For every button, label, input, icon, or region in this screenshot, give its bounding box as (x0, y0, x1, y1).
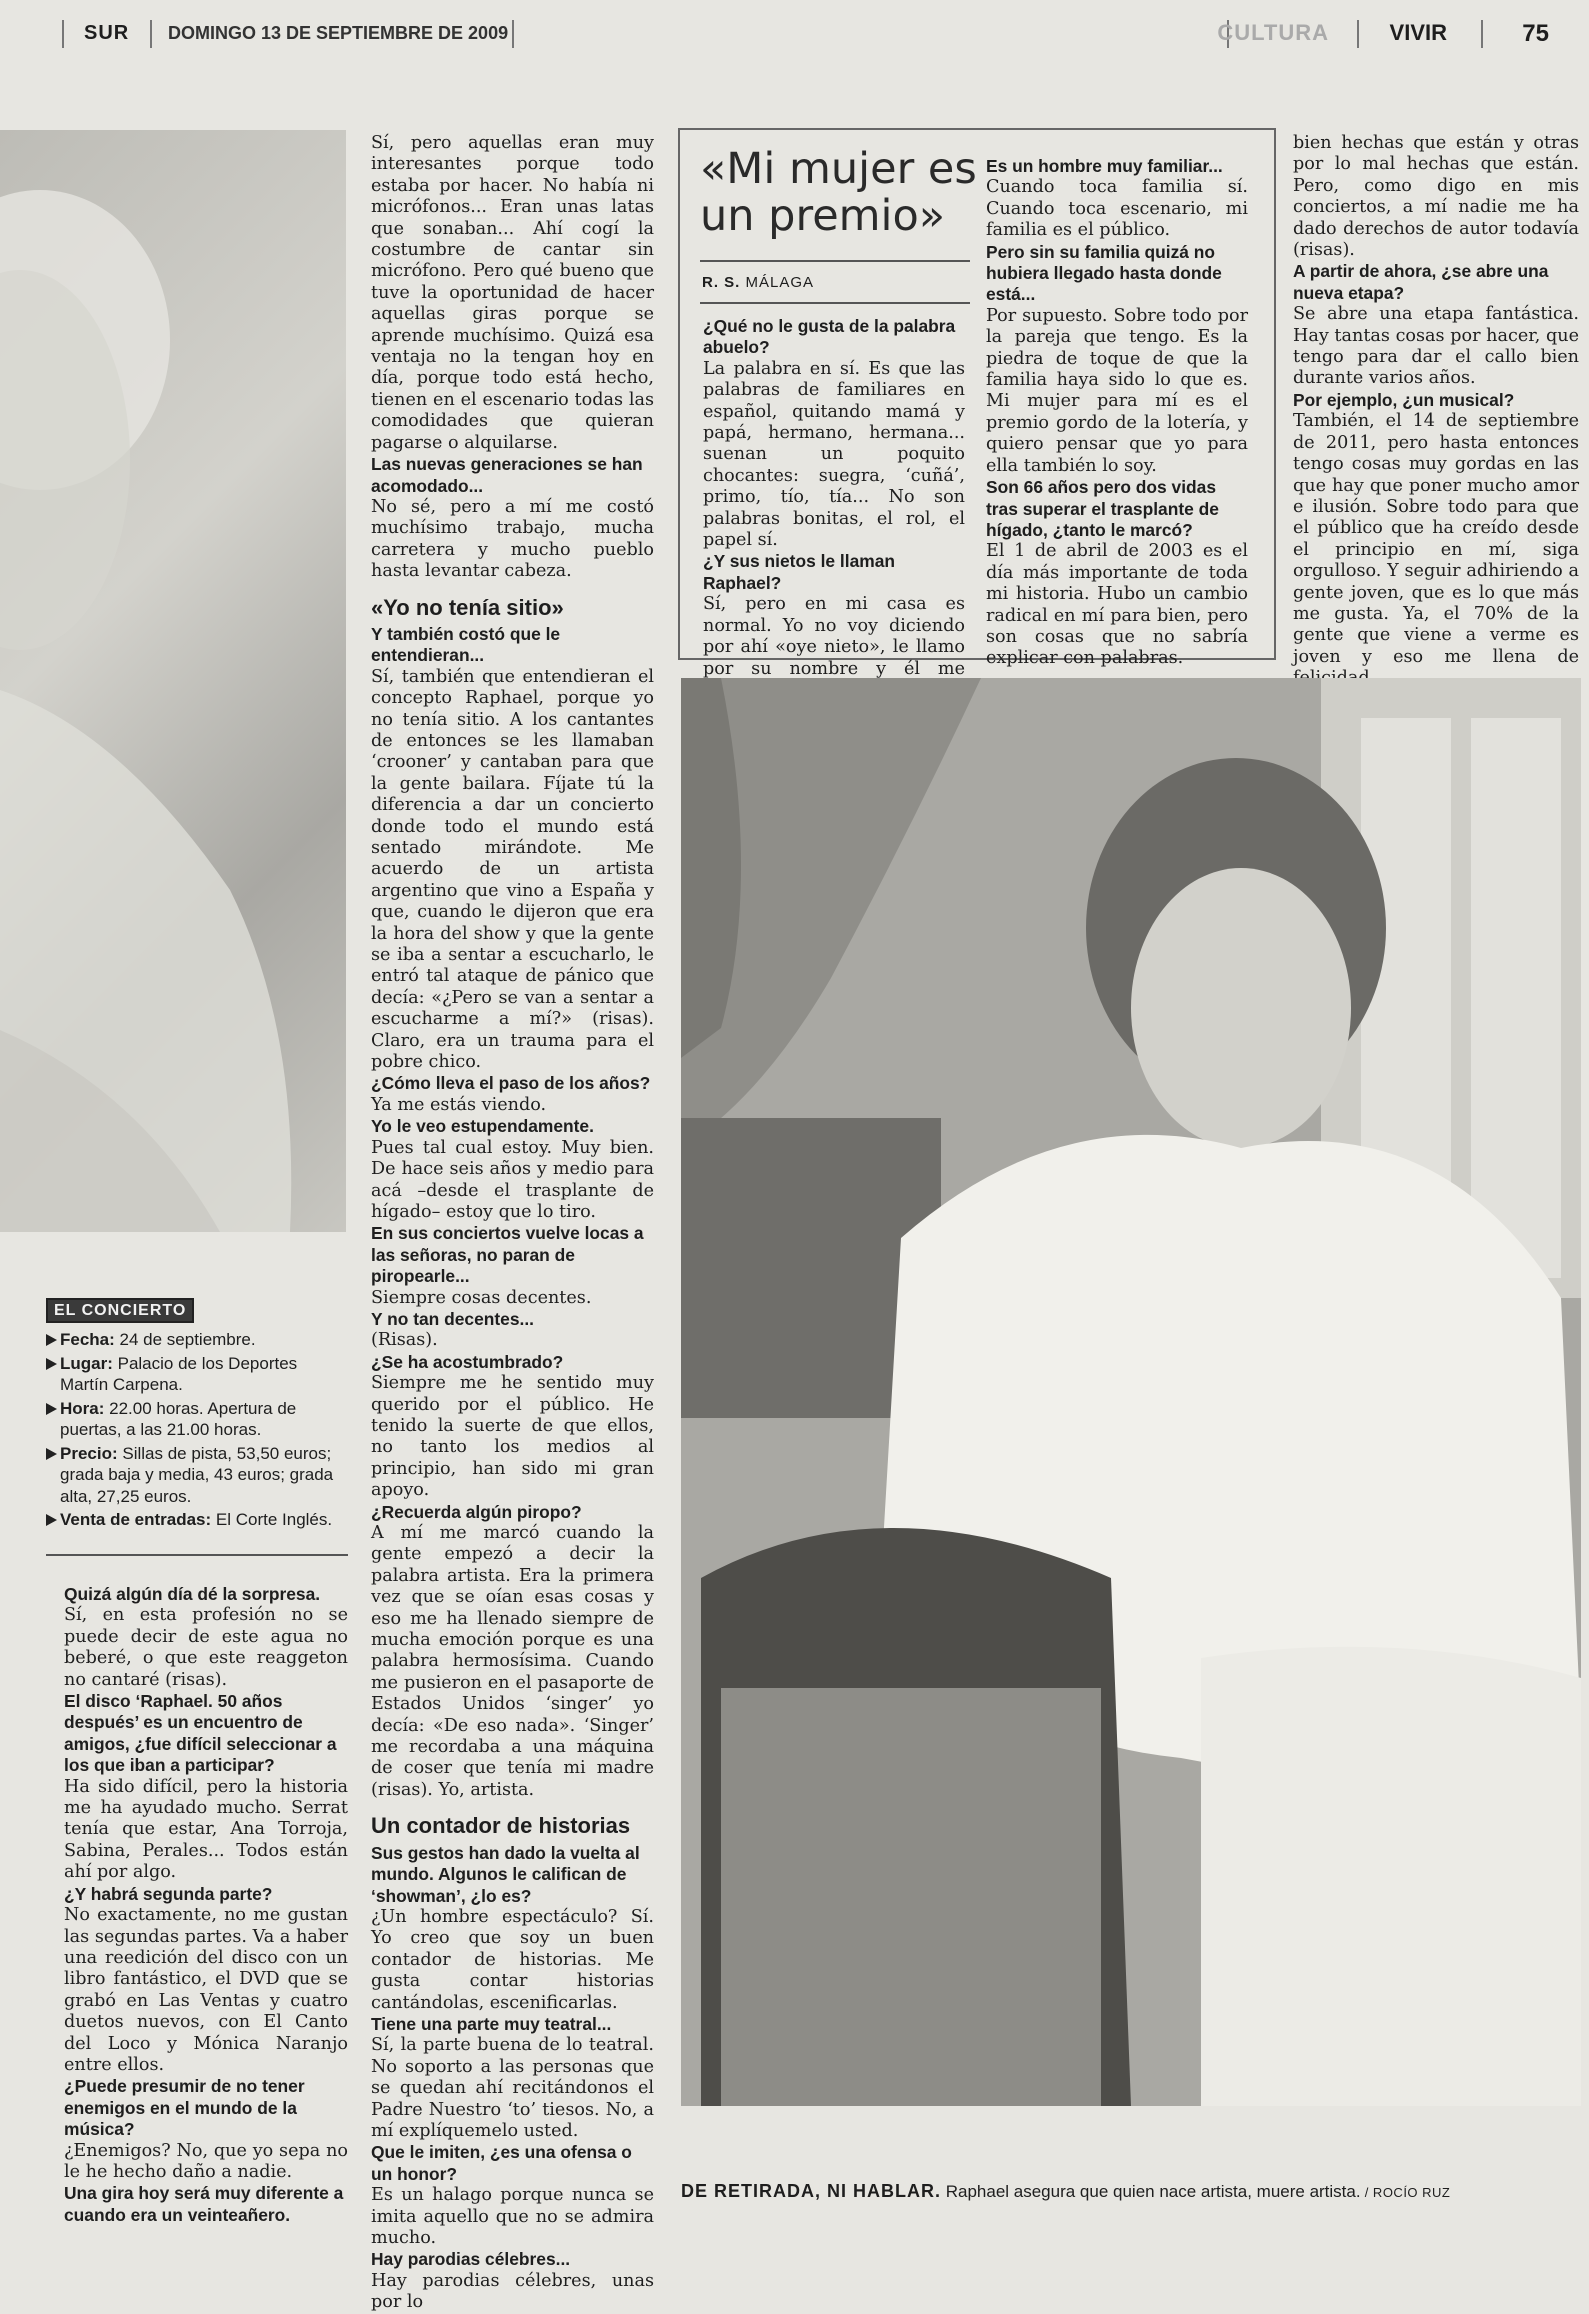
interview-answer: ¿Enemigos? No, que yo sepa no le he hecho daño a nadie. (64, 2140, 348, 2182)
column-2-text (371, 133, 654, 2314)
interview-answer: Sí, en esta profesión no se puede decir de este agua no beberé, o que este reaggeton no cantaré (risas). (64, 1605, 348, 1690)
interview-answer: La palabra en sí. Es que las palabras de familiares en español, quitando mamá y papá, hermano, hermana... suenan un poquito chocantes: suegra, ‘cuñá’, primo, tío, tía... No son palabras bonitas, el rol, el papel sí. (703, 358, 965, 551)
section-subheading: Un contador de historias (371, 1813, 631, 1839)
arrow-bullet-icon (46, 1358, 57, 1370)
interview-answer: ¿Un hombre espectáculo? Sí. Yo creo que soy un buen contador de historias. Me gusta contar historias cantándolas, escenificarlas. (371, 1906, 654, 2013)
concert-info-label: Lugar: (60, 1353, 113, 1373)
newspaper-name: SUR (84, 22, 130, 44)
interview-question: A partir de ahora, ¿se abre una nueva etapa? (1293, 261, 1549, 303)
interview-question: Son 66 años pero dos vidas tras superar el trasplante de hígado, ¿tanto le marcó? (986, 477, 1219, 540)
concert-box-title: EL CONCIERTO (46, 1298, 194, 1323)
arrow-bullet-icon (46, 1448, 57, 1460)
header-divider (1481, 20, 1483, 48)
section-name-vivir: VIVIR (1389, 20, 1447, 45)
interview-answer: Sí, pero aquellas eran muy interesantes porque todo estaba por hacer. No había ni micrófonos... Eran unas latas que sonaban... Ahí cogí la costumbre de cantar sin micrófono. Pero qué bueno que tuve la oportunidad de hacer aquellas giras porque se aprende muchísimo. Quizá esa ventaja no la tengan hoy en día, porque todo está hecho, tienen en el escenario todas las comodidades que quieran pagarse o alquilarse. (371, 133, 654, 453)
concert-info-item (46, 1509, 348, 1531)
interview-answer: Por supuesto. Sobre todo por la pareja que tengo. Es la piedra de toque de que la familia haya sido lo que es. Mi mujer para mí es el premio gordo de la lotería, y quiero pensar que yo para ella también lo soy. (986, 305, 1248, 476)
interview-answer: No exactamente, no me gustan las segundas partes. Va a haber una reedición del disco con un libro fantástico, el DVD que se grabó en Las Ventas y cuatro duetos nuevos, con El Canto del Loco y Mónica Naranjo entre ellos. (64, 1905, 348, 2075)
concert-info-value: 24 de septiembre. (114, 1330, 256, 1349)
sidebar-headline: «Mi mujer es un premio» (700, 144, 977, 241)
interview-answer: Hay parodias célebres, unas por lo (371, 2270, 654, 2313)
arrow-bullet-icon (46, 1514, 57, 1526)
interview-answer: El 1 de abril de 2003 es el día más importante de toda mi historia. Hubo un cambio radical en mí para bien, pero son cosas que no sabría explicar con palabras. (986, 541, 1248, 669)
raphael-portrait-photo (681, 678, 1581, 2106)
concert-info-item (46, 1443, 348, 1508)
interview-answer: Sí, la parte buena de lo teatral. No soporto a las personas que se quedan ahí recitándonos el Padre Nuestro ‘to’ tiesos. No, a mí explíquemelo usted. (371, 2035, 654, 2141)
header-divider (150, 20, 152, 48)
concert-info-label: Venta de entradas: (60, 1510, 212, 1529)
interview-question: Y no tan decentes... (371, 1308, 535, 1329)
sidebar-column-b (986, 156, 1248, 670)
interview-answer: Siempre cosas decentes. (371, 1287, 592, 1308)
arrow-bullet-icon (46, 1403, 57, 1415)
interview-answer: (Risas). (371, 1330, 438, 1351)
interview-answer: bien hechas que están y otras por lo mal hechas que están. Pero, como digo en mis conciertos, a mí nadie me ha dado derechos de autor todavía (risas). (1293, 133, 1579, 261)
interview-answer: Pues tal cual estoy. Muy bien. De hace seis años y medio para acá –desde el trasplante de hígado– estoy que lo tiro. (371, 1137, 654, 1222)
page-header (62, 14, 1559, 48)
concert-info-value: 22.00 horas. Apertura de puertas, a las 21.00 horas. (60, 1398, 297, 1439)
photo-illustration (681, 678, 1581, 2106)
portrait-illustration (0, 130, 346, 1232)
byline-author: R. S. (702, 274, 741, 291)
byline-place: MÁLAGA (740, 274, 815, 291)
byline-rule (700, 302, 970, 304)
concert-info-item (46, 1329, 348, 1351)
concert-info-label: Precio: (60, 1443, 118, 1463)
photo-caption (681, 2181, 1581, 2202)
interview-question: Una gira hoy será muy diferente a cuando era un veinteañero. (64, 2183, 344, 2225)
photo-credit: / ROCÍO RUZ (1360, 2185, 1451, 2200)
interview-question: Y también costó que le entendieran... (371, 623, 561, 666)
interview-question: El disco ‘Raphael. 50 años después’ es un encuentro de amigos, ¿fue difícil seleccionar a los que iban a participar? (64, 1691, 337, 1776)
concert-info-value: Sillas de pista, 53,50 euros; grada baja y media, 43 euros; grada alta, 27,25 euros. (60, 1443, 334, 1506)
interview-question: ¿Se ha acostumbrado? (371, 1351, 564, 1372)
interview-answer: No sé, pero a mí me costó muchísimo trabajo, mucha carretera y mucho pueblo hasta levantar cabeza. (371, 496, 654, 582)
interview-question: Por ejemplo, ¿un musical? (1293, 389, 1515, 410)
caption-title: DE RETIRADA, NI HABLAR. (681, 2181, 941, 2201)
interview-answer: Ha sido difícil, pero la historia me ha ayudado mucho. Serrat tenía que estar, Ana Torroja, Sabina, Perales... Todos están ahí por algo. (64, 1776, 348, 1883)
page-number: 75 (1522, 20, 1549, 47)
interview-question: ¿Qué no le gusta de la palabra abuelo? (703, 316, 956, 358)
interview-question: Hay parodias célebres... (371, 2249, 571, 2270)
interview-question: Pero sin su familia quizá no hubiera llegado hasta donde está... (986, 241, 1222, 305)
interview-question: Tiene una parte muy teatral... (371, 2013, 612, 2034)
interview-answer: Ya me estás viendo. (371, 1094, 547, 1115)
interview-question: En sus conciertos vuelve locas a las señoras, no paran de piropearle... (371, 1223, 644, 1287)
concert-info-label: Hora: (60, 1398, 105, 1418)
interview-answer: Se abre una etapa fantástica. Hay tantas cosas por hacer, que tengo para dar el callo bien durante varios años. (1293, 304, 1579, 389)
arrow-bullet-icon (46, 1334, 57, 1346)
interview-question: ¿Recuerda algún piropo? (371, 1501, 582, 1522)
caption-text: Raphael asegura que quien nace artista, muere artista. (941, 2182, 1361, 2201)
interview-question: ¿Y sus nietos le llaman Raphael? (703, 551, 896, 593)
interview-answer: Sí, también que entendieran el concepto Raphael, porque yo no tenía sitio. A los cantantes de entonces se les llamaban ‘crooner’ y cantaban para que la gente bailara. Fíjate tú la diferencia a dar un concierto donde todo el mundo está sentado mirándote. Me acuerdo de un artista argentino que vino a España y que, cuando le dijeron que era la hora del show y que la gente se iba a sentar a escucharlo, le entró tal ataque de pánico que decía: «¿Pero se van a sentar a escucharme a mí?» (risas). Claro, era un trauma para el pobre chico. (371, 666, 654, 1073)
concert-info-item (46, 1398, 348, 1441)
header-divider (62, 20, 64, 48)
interview-answer: A mí me marcó cuando la gente empezó a decir la palabra artista. Era la primera vez que se oían esas cosas y eso me ha llenado siempre de mucha emoción porque es una palabra hermosísima. Cuando me pusieron en el pasaporte de Estados Unidos ‘singer’ yo decía: «De eso nada». ‘Singer’ me recordaba a una máquina de coser que tenía mi madre (risas). Yo, artista. (371, 1523, 654, 1800)
interview-question: ¿Puede presumir de no tener enemigos en el mundo de la música? (64, 2076, 305, 2140)
interview-question: Sus gestos han dado la vuelta al mundo. Algunos le califican de ‘showman’, ¿lo es? (371, 1842, 640, 1906)
interview-answer: También, el 14 de septiembre de 2011, pero hasta entonces tengo cosas muy gordas en las que hay que poner mucho amor e ilusión. Sobre todo para que el público que ha creído desde el principio en mí, siga orgulloso. Y seguir adhiriendo a gente joven, que es lo que más me gusta. Ya, el 70% de la gente que viene a verme es joven y eso me llena de (1293, 411, 1579, 667)
interview-question: Las nuevas generaciones se han acomodado... (371, 454, 643, 496)
section-name-cultura: CULTURA (1217, 20, 1329, 45)
column-1-text (64, 1584, 348, 2226)
sidebar-column-a (703, 316, 965, 701)
interview-question: ¿Y habrá segunda parte? (64, 1883, 273, 1904)
interview-question: ¿Cómo lleva el paso de los años? (371, 1073, 651, 1094)
section-subheading: «Yo no tenía sitio» (371, 594, 564, 620)
header-divider (512, 20, 514, 48)
concert-info-list (46, 1329, 348, 1531)
byline-rule (700, 260, 970, 262)
interview-answer: Sí, pero en mi casa es normal. Yo no voy diciendo por ahí «oye nieto», le llamo por su nombre y él me (703, 594, 965, 679)
column-4-text (1293, 133, 1579, 690)
concert-info-value: Palacio de los Deportes Martín Carpena. (60, 1353, 298, 1394)
concert-info-value: El Corte Inglés. (211, 1510, 333, 1529)
interview-question: Que le imiten, ¿es una ofensa o un honor? (371, 2142, 632, 2184)
interview-answer: Cuando toca familia sí. Cuando toca escenario, mi familia es el público. (986, 177, 1248, 241)
interview-answer: Siempre me he sentido muy querido por el público. He tenido la suerte de que ellos, no tanto los medios al principio, han sido mi gran apoyo. (371, 1373, 654, 1501)
interview-question: Es un hombre muy familiar... (986, 156, 1223, 176)
concert-info-item (46, 1353, 348, 1396)
byline (702, 274, 814, 291)
concert-info-box (46, 1298, 348, 1556)
edition-date: DOMINGO 13 DE SEPTIEMBRE DE 2009 (168, 23, 509, 43)
portrait-photo-left (0, 130, 346, 1232)
interview-question: Yo le veo estupendamente. (371, 1116, 594, 1137)
interview-question: Quizá algún día dé la sorpresa. (64, 1584, 321, 1604)
concert-info-label: Fecha: (60, 1330, 115, 1349)
header-divider (1357, 20, 1359, 48)
interview-answer: Es un halago porque nunca se imita aquello que no se admira mucho. (371, 2185, 654, 2248)
